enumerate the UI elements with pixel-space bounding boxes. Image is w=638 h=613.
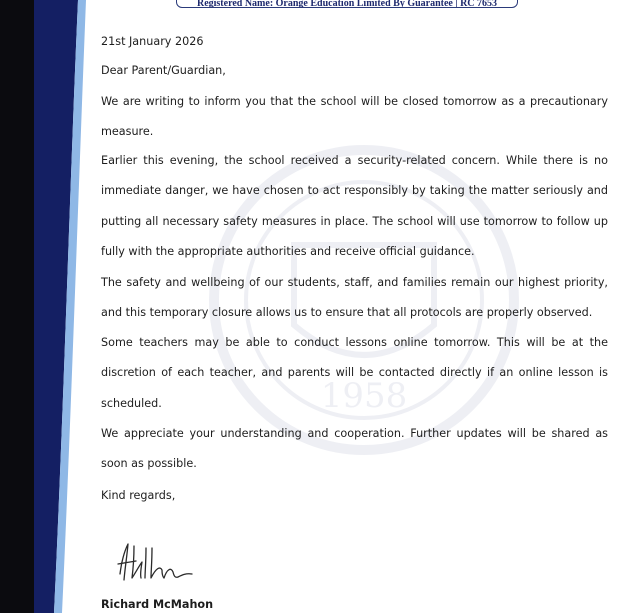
paragraph-4: Some teachers may be able to conduct lessons online tomorrow. This will be at the discretion of each teacher, and parents will be contacted directly if an online lesson is scheduled. bbox=[101, 336, 608, 410]
paragraph-1: We are writing to inform you that the school will be closed tomorrow as a precautionary measure. bbox=[101, 95, 608, 139]
closing: Kind regards, bbox=[101, 489, 176, 502]
handwritten-signature bbox=[112, 536, 202, 586]
watermark-year: 1958 bbox=[320, 376, 408, 416]
registered-name-text: Registered Name: Orange Education Limited By Guarantee | RC 7653 bbox=[196, 0, 498, 8]
salutation: Dear Parent/Guardian, bbox=[101, 64, 226, 77]
signatory-name: Richard McMahon bbox=[101, 598, 214, 611]
registered-name-strip bbox=[176, 0, 518, 8]
paragraph-3: The safety and wellbeing of our students, staff, and families remain our highest priority, and this temporary closure allows us to ensure that all protocols are properly observed. bbox=[101, 276, 608, 320]
letter-page bbox=[34, 0, 638, 613]
paragraph-2: Earlier this evening, the school received a security-related concern. While there is no immediate danger, we have chosen to act responsibly by taking the matter seriously and putting all necessary safety measures in place. The school will use tomorrow to follow up fully with the appropriate authorities and receive official guidance. bbox=[101, 154, 608, 258]
paragraph-5: We appreciate your understanding and cooperation. Further updates will be shared as soon as possible. bbox=[101, 427, 608, 471]
letter-date: 21st January 2026 bbox=[101, 35, 204, 48]
